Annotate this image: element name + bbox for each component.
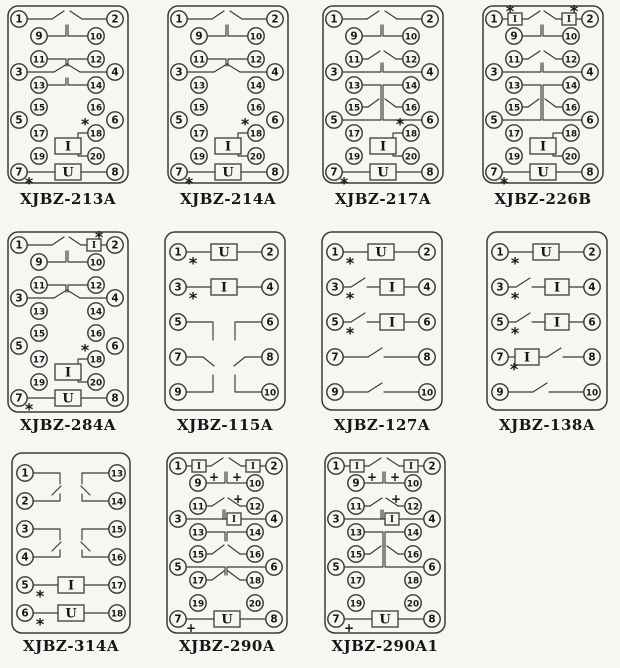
terminal-number: 20 — [89, 378, 103, 389]
terminal-number: 19 — [349, 599, 363, 610]
terminal-number: 5 — [15, 340, 23, 353]
terminal-number: 1 — [175, 13, 183, 26]
polarity-star-mark: * — [499, 173, 509, 193]
terminal-number: 8 — [588, 351, 596, 364]
polarity-plus-mark: + — [208, 470, 220, 484]
polarity-star-mark: * — [395, 114, 405, 134]
terminal-number: 8 — [266, 351, 274, 364]
coil-label: I — [388, 315, 396, 331]
diagram-label: XJBZ-217A — [334, 190, 432, 208]
polarity-star-mark: * — [80, 114, 90, 134]
coil-label: U — [62, 165, 74, 181]
polarity-star-mark: * — [24, 399, 34, 419]
terminal-number: 9 — [510, 30, 518, 43]
terminal-number: 9 — [195, 30, 203, 43]
terminal-number: 3 — [174, 281, 182, 294]
coil-label: I — [354, 462, 360, 473]
terminal-number: 15 — [192, 103, 206, 114]
polarity-star-mark: * — [184, 173, 194, 193]
terminal-number: 6 — [270, 561, 278, 574]
terminal-number: 4 — [270, 513, 278, 526]
polarity-star-mark: * — [24, 173, 34, 193]
terminal-number: 20 — [89, 152, 103, 163]
coil-label: I — [553, 315, 561, 331]
terminal-number: 5 — [330, 114, 338, 127]
terminal-number: 4 — [586, 66, 594, 79]
polarity-star-mark: * — [510, 288, 520, 308]
coil-label: I — [250, 462, 256, 473]
terminal-number: 18 — [406, 576, 420, 587]
terminal-number: 1 — [21, 467, 29, 480]
polarity-star-mark: * — [569, 1, 579, 21]
terminal-number: 9 — [331, 386, 339, 399]
polarity-plus-mark: + — [185, 621, 197, 635]
terminal-number: 8 — [111, 166, 119, 179]
terminal-number: 13 — [110, 469, 124, 480]
terminal-number: 3 — [490, 66, 498, 79]
terminal-number: 16 — [406, 550, 420, 561]
terminal-number: 17 — [32, 129, 46, 140]
terminal-number: 4 — [271, 66, 279, 79]
polarity-star-mark: * — [35, 586, 45, 606]
terminal-number: 10 — [404, 32, 418, 43]
terminal-number: 19 — [192, 152, 206, 163]
terminal-number: 7 — [496, 351, 504, 364]
terminal-number: 14 — [89, 307, 103, 318]
polarity-star-mark: * — [240, 114, 250, 134]
polarity-plus-mark: + — [389, 470, 401, 484]
terminal-number: 12 — [249, 55, 263, 66]
coil-label: I — [64, 139, 72, 155]
coil-label: U — [218, 245, 230, 261]
terminal-number: 18 — [110, 609, 124, 620]
terminal-number: 16 — [89, 329, 103, 340]
terminal-number: 3 — [332, 513, 340, 526]
terminal-number: 15 — [347, 103, 361, 114]
terminal-number: 18 — [248, 576, 262, 587]
diagram-label: XJBZ-213A — [19, 190, 117, 208]
diagram-label: XJBZ-314A — [22, 637, 120, 655]
terminal-number: 2 — [586, 13, 594, 26]
terminal-number: 4 — [21, 551, 29, 564]
coil-label: I — [523, 350, 531, 366]
coil-label: I — [91, 241, 97, 252]
terminal-number: 14 — [89, 81, 103, 92]
terminal-number: 8 — [271, 166, 279, 179]
terminal-number: 1 — [331, 246, 339, 259]
terminal-number: 5 — [331, 316, 339, 329]
terminal-number: 10 — [564, 32, 578, 43]
terminal-number: 3 — [15, 292, 23, 305]
terminal-number: 6 — [271, 114, 279, 127]
terminal-number: 19 — [347, 152, 361, 163]
terminal-number: 7 — [174, 351, 182, 364]
terminal-number: 18 — [89, 129, 103, 140]
terminal-number: 16 — [564, 103, 578, 114]
polarity-plus-mark: + — [231, 470, 243, 484]
terminal-number: 12 — [89, 55, 103, 66]
coil-label: U — [375, 245, 387, 261]
diagram-label: XJBZ-115A — [176, 416, 274, 434]
diagram-label: XJBZ-290A1 — [331, 637, 439, 655]
terminal-number: 14 — [406, 528, 420, 539]
terminal-number: 9 — [174, 386, 182, 399]
terminal-number: 15 — [32, 103, 46, 114]
polarity-star-mark: * — [345, 288, 355, 308]
terminal-number: 8 — [111, 392, 119, 405]
terminal-number: 6 — [426, 114, 434, 127]
terminal-number: 5 — [174, 561, 182, 574]
coil-label: U — [221, 612, 233, 628]
terminal-number: 2 — [428, 460, 436, 473]
terminal-number: 12 — [89, 281, 103, 292]
terminal-number: 11 — [192, 55, 206, 66]
terminal-number: 10 — [406, 479, 420, 490]
terminal-number: 1 — [332, 460, 340, 473]
terminal-number: 11 — [32, 281, 46, 292]
polarity-star-mark: * — [94, 227, 104, 247]
coil-label: I — [389, 515, 395, 526]
terminal-number: 15 — [349, 550, 363, 561]
terminal-number: 3 — [175, 66, 183, 79]
terminal-number: 5 — [332, 561, 340, 574]
terminal-number: 2 — [111, 239, 119, 252]
terminal-number: 11 — [349, 502, 363, 513]
polarity-plus-mark: + — [343, 621, 355, 635]
terminal-number: 3 — [15, 66, 23, 79]
coil-label: I — [64, 365, 72, 381]
terminal-number: 4 — [588, 281, 596, 294]
terminal-number: 8 — [423, 351, 431, 364]
coil-label: I — [379, 139, 387, 155]
terminal-number: 9 — [35, 256, 43, 269]
terminal-number: 16 — [89, 103, 103, 114]
terminal-number: 17 — [192, 129, 206, 140]
terminal-number: 6 — [586, 114, 594, 127]
terminal-number: 2 — [266, 246, 274, 259]
coil-label: I — [512, 15, 518, 26]
terminal-number: 8 — [586, 166, 594, 179]
terminal-number: 15 — [110, 525, 124, 536]
polarity-star-mark: * — [510, 253, 520, 273]
terminal-number: 17 — [110, 581, 124, 592]
terminal-number: 3 — [174, 513, 182, 526]
terminal-number: 13 — [32, 307, 46, 318]
terminal-number: 8 — [426, 166, 434, 179]
coil-label: I — [388, 280, 396, 296]
terminal-number: 5 — [175, 114, 183, 127]
polarity-star-mark: * — [509, 359, 519, 379]
polarity-star-mark: * — [345, 253, 355, 273]
terminal-number: 17 — [191, 576, 205, 587]
terminal-number: 5 — [174, 316, 182, 329]
polarity-star-mark: * — [345, 323, 355, 343]
terminal-number: 14 — [564, 81, 578, 92]
terminal-number: 11 — [347, 55, 361, 66]
terminal-number: 6 — [428, 561, 436, 574]
terminal-number: 5 — [15, 114, 23, 127]
coil-label: U — [377, 165, 389, 181]
terminal-number: 7 — [15, 392, 23, 405]
coil-label: I — [67, 578, 75, 594]
coil-label: I — [196, 462, 202, 473]
terminal-number: 4 — [111, 66, 119, 79]
terminal-number: 10 — [89, 258, 103, 269]
terminal-number: 16 — [248, 550, 262, 561]
terminal-number: 9 — [352, 477, 360, 490]
terminal-number: 9 — [350, 30, 358, 43]
terminal-number: 7 — [331, 351, 339, 364]
terminal-number: 5 — [496, 316, 504, 329]
terminal-number: 10 — [248, 479, 262, 490]
coil-label: U — [540, 245, 552, 261]
terminal-number: 8 — [428, 613, 436, 626]
terminal-number: 13 — [191, 528, 205, 539]
polarity-star-mark: * — [505, 1, 515, 21]
terminal-number: 6 — [21, 607, 29, 620]
terminal-number: 2 — [423, 246, 431, 259]
terminal-number: 3 — [21, 523, 29, 536]
terminal-number: 17 — [32, 355, 46, 366]
diagram-label: XJBZ-138A — [498, 416, 596, 434]
terminal-number: 13 — [507, 81, 521, 92]
terminal-number: 16 — [249, 103, 263, 114]
terminal-number: 5 — [490, 114, 498, 127]
terminal-number: 7 — [174, 613, 182, 626]
terminal-number: 15 — [507, 103, 521, 114]
terminal-number: 6 — [266, 316, 274, 329]
terminal-number: 1 — [330, 13, 338, 26]
terminal-number: 19 — [32, 152, 46, 163]
terminal-number: 3 — [331, 281, 339, 294]
terminal-number: 20 — [406, 599, 420, 610]
terminal-number: 14 — [249, 81, 263, 92]
polarity-plus-mark: + — [232, 492, 244, 506]
terminal-number: 19 — [32, 378, 46, 389]
terminal-number: 10 — [420, 388, 434, 399]
terminal-number: 1 — [15, 239, 23, 252]
terminal-number: 16 — [110, 553, 124, 564]
polarity-star-mark: * — [188, 288, 198, 308]
polarity-star-mark: * — [339, 173, 349, 193]
terminal-number: 17 — [507, 129, 521, 140]
polarity-star-mark: * — [80, 340, 90, 360]
terminal-number: 11 — [32, 55, 46, 66]
terminal-number: 17 — [347, 129, 361, 140]
terminal-number: 13 — [32, 81, 46, 92]
coil-label: I — [231, 515, 237, 526]
terminal-number: 6 — [111, 114, 119, 127]
terminal-number: 7 — [332, 613, 340, 626]
polarity-star-mark: * — [35, 614, 45, 634]
coil-label: U — [379, 612, 391, 628]
terminal-number: 2 — [271, 13, 279, 26]
terminal-number: 6 — [111, 340, 119, 353]
polarity-star-mark: * — [510, 323, 520, 343]
terminal-number: 4 — [111, 292, 119, 305]
polarity-star-mark: * — [188, 253, 198, 273]
terminal-number: 7 — [15, 166, 23, 179]
terminal-number: 19 — [507, 152, 521, 163]
terminal-number: 1 — [174, 460, 182, 473]
terminal-number: 20 — [249, 152, 263, 163]
terminal-number: 7 — [330, 166, 338, 179]
terminal-number: 12 — [564, 55, 578, 66]
terminal-number: 4 — [426, 66, 434, 79]
diagram-label: XJBZ-214A — [179, 190, 277, 208]
coil-label: I — [553, 280, 561, 296]
terminal-number: 18 — [89, 355, 103, 366]
coil-label: I — [220, 280, 228, 296]
coil-label: U — [222, 165, 234, 181]
coil-label: I — [539, 139, 547, 155]
coil-label: U — [537, 165, 549, 181]
terminal-number: 16 — [404, 103, 418, 114]
diagram-label: XJBZ-226B — [494, 190, 592, 208]
terminal-number: 8 — [270, 613, 278, 626]
terminal-number: 3 — [330, 66, 338, 79]
diagram-label: XJBZ-284A — [19, 416, 117, 434]
terminal-number: 6 — [588, 316, 596, 329]
coil-label: U — [65, 606, 77, 622]
coil-label: I — [566, 15, 572, 26]
terminal-number: 11 — [507, 55, 521, 66]
terminal-number: 13 — [192, 81, 206, 92]
polarity-plus-mark: + — [366, 470, 378, 484]
terminal-number: 14 — [248, 528, 262, 539]
terminal-number: 18 — [404, 129, 418, 140]
coil-label: I — [408, 462, 414, 473]
terminal-number: 19 — [191, 599, 205, 610]
terminal-number: 2 — [270, 460, 278, 473]
coil-label: U — [62, 391, 74, 407]
terminal-number: 2 — [426, 13, 434, 26]
terminal-number: 4 — [428, 513, 436, 526]
terminal-number: 12 — [248, 502, 262, 513]
terminal-number: 1 — [490, 13, 498, 26]
terminal-number: 2 — [111, 13, 119, 26]
terminal-number: 14 — [110, 497, 124, 508]
terminal-number: 4 — [423, 281, 431, 294]
coil-label: I — [224, 139, 232, 155]
terminal-number: 20 — [564, 152, 578, 163]
terminal-number: 13 — [349, 528, 363, 539]
terminal-number: 7 — [175, 166, 183, 179]
terminal-number: 6 — [423, 316, 431, 329]
terminal-number: 1 — [15, 13, 23, 26]
terminal-number: 15 — [191, 550, 205, 561]
diagram-label: XJBZ-127A — [333, 416, 431, 434]
terminal-number: 18 — [249, 129, 263, 140]
terminal-number: 15 — [32, 329, 46, 340]
terminal-number: 3 — [496, 281, 504, 294]
terminal-number: 11 — [191, 502, 205, 513]
terminal-number: 9 — [35, 30, 43, 43]
terminal-number: 5 — [21, 579, 29, 592]
terminal-number: 1 — [174, 246, 182, 259]
diagram-label: XJBZ-290A — [178, 637, 276, 655]
terminal-number: 4 — [266, 281, 274, 294]
terminal-number: 13 — [347, 81, 361, 92]
terminal-number: 14 — [404, 81, 418, 92]
terminal-number: 12 — [406, 502, 420, 513]
terminal-number: 20 — [248, 599, 262, 610]
terminal-number: 10 — [89, 32, 103, 43]
terminal-number: 9 — [194, 477, 202, 490]
terminal-number: 12 — [404, 55, 418, 66]
terminal-number: 18 — [564, 129, 578, 140]
terminal-number: 9 — [496, 386, 504, 399]
terminal-number: 2 — [588, 246, 596, 259]
terminal-number: 20 — [404, 152, 418, 163]
terminal-number: 10 — [249, 32, 263, 43]
terminal-number: 1 — [496, 246, 504, 259]
polarity-plus-mark: + — [390, 492, 402, 506]
terminal-number: 2 — [21, 495, 29, 508]
terminal-number: 17 — [349, 576, 363, 587]
terminal-number: 7 — [490, 166, 498, 179]
terminal-number: 10 — [263, 388, 277, 399]
terminal-number: 10 — [585, 388, 599, 399]
